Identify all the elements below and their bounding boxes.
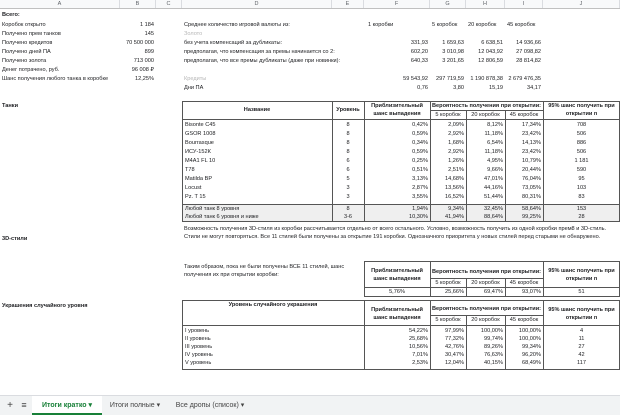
tank-name: T78 [185,167,195,173]
tank-n: 506 [576,149,587,155]
decor-p20: 76,63% [484,352,503,358]
currency-value: 2 679 476,35 [508,76,541,82]
tank-chance: 0,25% [412,158,428,164]
summary-value: 70 500 000 [126,40,154,46]
column-header-h[interactable]: H [466,0,505,8]
currency-value: 34,17 [527,85,541,91]
tank-name: M4A1 FL 10 [185,158,216,164]
decor-p20: 100,00% [480,328,503,334]
tank-n: 590 [576,167,587,173]
sheet-tab-summary-full[interactable] [104,396,166,415]
decor-name: I уровень [185,328,210,334]
tank-level: 8 [346,140,350,146]
tank-level: 5 [346,176,350,182]
currency-value: 3 201,65 [442,58,464,64]
tank-level: 6 [346,158,350,164]
table-rule [182,325,620,326]
summary-value: 96 008 ₽ [131,67,154,73]
summary-value: 1 184 [140,22,154,28]
styles3d-header-5: 5 коробок [435,280,461,286]
currency-value: 0,76 [417,85,428,91]
sheet-tab-label: Все дропы (список) [175,402,239,409]
tank-p5: 16,52% [445,194,464,200]
currency-value: 15,19 [489,85,503,91]
tank-p45: 17,34% [522,122,541,128]
tank-p5: 1,26% [448,158,464,164]
styles3d-chance: 5,76% [389,289,405,295]
currency-value: 1 659,63 [442,40,464,46]
tank-p45: 23,42% [522,149,541,155]
tanks-header-level: Уровень [336,107,360,113]
decor-p5: 42,76% [445,344,464,350]
tank-n: 886 [576,140,587,146]
decor-p5: 30,47% [445,352,464,358]
tank-chance: 3,13% [412,176,428,182]
column-header-a[interactable]: A [0,0,120,8]
decor-chance: 10,56% [409,344,428,350]
decor-p45: 68,49% [522,360,541,366]
tank-p45: 10,79% [522,158,541,164]
tank-p5: 2,92% [448,131,464,137]
currency-value: 3,80 [453,85,464,91]
tank-p45: 76,04% [522,176,541,182]
tank-p45: 80,31% [522,194,541,200]
summary-title: Всего: [2,12,20,18]
section-title-3d-styles: 3D-стили [2,236,28,242]
tank-level: 8 [346,149,350,155]
currency-row-label: Кредиты [184,76,207,82]
tank-p5: 13,56% [445,185,464,191]
tank-p20: 8,12% [487,122,503,128]
decor-n: 42 [578,352,585,358]
tanks-header-name: Название [243,107,271,113]
decor-p20: 40,15% [484,360,503,366]
tank-n: 708 [576,122,587,128]
styles3d-note: Таким образом, пока не были получены ВСЕ 11 стилей, шанс получения их при открытии коробки: [184,264,345,278]
column-header-f[interactable]: F [364,0,430,8]
styles3d-p45: 93,07% [522,289,541,295]
summary-label: Получено дней ПА [2,49,51,55]
decor-header-chance: Приблизительный шанс выпадения [371,307,423,321]
currency-header: 45 коробок [507,22,536,28]
tanks-header-prob: Вероятность получения при открытии: [432,103,541,109]
tanks-header-20: 20 коробок [471,112,500,118]
tanks-header-n95: 95% шанс получить при открытии n [548,103,615,117]
column-header-c[interactable]: C [156,0,182,8]
chevron-down-icon: ▾ [88,402,93,409]
column-header-i[interactable]: I [505,0,543,8]
gold-label: Золото [184,31,203,37]
summary-label: Шанс получения любого танка в коробке [2,76,109,82]
sheet-tab-label: Итоги полные [109,402,155,409]
tank-chance: 0,42% [412,122,428,128]
tank-chance: 3,55% [412,194,428,200]
currency-value: 331,93 [410,40,428,46]
tank-p20: 11,18% [484,131,503,137]
currency-value: 640,33 [410,58,428,64]
decor-p20: 89,26% [484,344,503,350]
tank-name: ИСУ-152К [185,149,211,155]
tank-p45: 73,05% [522,185,541,191]
tank-p20: 4,95% [487,158,503,164]
decor-p45: 100,00% [518,328,541,334]
tank-n: 103 [576,185,587,191]
tank-n: 83 [578,194,585,200]
tank-p5: 1,68% [448,140,464,146]
tank-p45: 23,42% [522,131,541,137]
currency-value: 1 190 878,38 [470,76,503,82]
tank-p20: 47,01% [484,176,503,182]
decor-header-prob: Вероятность получения при открытии: [432,306,541,312]
summary-label: Коробок открыто [2,22,46,28]
currency-header: 1 коробки [368,22,394,28]
decor-p5: 12,04% [445,360,464,366]
decor-n: 117 [577,360,586,366]
column-header-e[interactable]: E [332,0,364,8]
decor-name: III уровень [185,344,213,350]
decor-chance: 7,01% [412,352,428,358]
decor-chance: 25,68% [409,336,428,342]
currency-value: 297 719,59 [436,76,464,82]
tank-p5: 2,51% [448,167,464,173]
summary-value: 12,25% [135,76,154,82]
column-header-b[interactable]: B [120,0,156,8]
table-rule [182,119,620,120]
tank-chance: 0,34% [412,140,428,146]
decor-header-45: 45 коробок [509,317,539,323]
styles3d-header-chance: Приблизительный шанс выпадения [371,268,423,282]
decor-header-name: Уровень случайного украшения [228,302,318,308]
summary-value: 899 [144,49,154,55]
tank-p5: 9,34% [448,206,464,212]
tank-level: 8 [346,131,350,137]
currency-header: 5 коробок [432,22,458,28]
column-header-d[interactable]: D [182,0,332,8]
tank-name: GSOR 1008 [185,131,216,137]
tank-p5: 14,68% [445,176,464,182]
currency-value: 28 814,82 [516,58,541,64]
sheet-tab-summary-short[interactable] [32,396,102,415]
currency-value: 27 098,82 [516,49,541,55]
tank-p5: 2,92% [448,149,464,155]
tank-p45: 58,64% [522,206,541,212]
all-sheets-menu-icon[interactable]: ≡ [21,400,27,410]
decor-chance: 54,22% [409,328,428,334]
decor-header-20: 20 коробок [471,317,500,323]
decor-p5: 77,32% [445,336,464,342]
chevron-down-icon: ▾ [240,402,245,409]
decor-name: IV уровень [185,352,213,358]
tank-name: Locust [185,185,202,191]
tank-p45: 20,44% [522,167,541,173]
column-header-bar [0,0,620,9]
tank-n: 95 [578,176,585,182]
decor-header-n95: 95% шанс получить при открытии n [548,307,615,321]
decor-p5: 97,99% [445,328,464,334]
tank-p45: 14,13% [522,140,541,146]
tank-level: 3 [346,185,350,191]
decor-p45: 96,20% [522,352,541,358]
tank-n: 28 [578,214,585,220]
tank-level: 6 [346,167,350,173]
tank-name: Pz. T 15 [185,194,206,200]
currency-header: 20 коробок [468,22,497,28]
summary-value: 713 000 [133,58,154,64]
summary-label: Получено кредитов [2,40,53,46]
tank-p20: 51,44% [484,194,503,200]
column-header-g[interactable]: G [430,0,466,8]
tank-chance: 1,94% [412,206,428,212]
summary-label: Денег потрачено, руб. [2,67,60,73]
currency-row-label: предполагая, что компенсация за премы начинается со 2: [184,49,335,55]
tanks-header-5: 5 коробок [435,112,461,118]
sheet-tab-label: Итоги кратко [41,402,87,409]
currency-title: Среднее количество игровой валюты из: [184,22,290,28]
styles3d-p20: 69,47% [484,289,503,295]
tank-p20: 6,54% [487,140,503,146]
section-title-decorations: Украшения случайного уровня [2,303,88,309]
tanks-header-chance: Приблизительный шанс выпадения [371,103,423,117]
currency-row-label: без учета компенсаций за дубликаты: [184,40,283,46]
spreadsheet-grid[interactable] [0,9,620,396]
tank-chance: 0,59% [412,131,428,137]
tank-name: Любой танк 8 уровня [185,206,240,212]
styles3d-n: 51 [578,289,585,295]
tank-name: Bourrasque [185,140,214,146]
tank-chance: 2,87% [412,185,428,191]
decor-p20: 99,74% [484,336,503,342]
section-title-tanks: Танки [2,103,19,109]
tank-p45: 99,25% [522,214,541,220]
decor-p45: 100,00% [518,336,541,342]
currency-row-label: Дни ПА [184,85,204,91]
currency-value: 59 543,92 [403,76,428,82]
column-header-j[interactable]: J [543,0,620,8]
tank-p20: 32,45% [484,206,503,212]
currency-value: 602,20 [410,49,428,55]
tanks-header-45: 45 коробок [509,112,539,118]
tank-level: 8 [346,122,350,128]
decor-p45: 99,34% [522,344,541,350]
styles3d-header-n95: 95% шанс получить при открытии n [548,268,615,282]
decor-header-5: 5 коробок [435,317,461,323]
decor-name: V уровень [185,360,212,366]
tank-name: Matilda BP [185,176,213,182]
currency-value: 12 043,92 [478,49,503,55]
decor-name: II уровень [185,336,211,342]
currency-value: 6 638,51 [481,40,503,46]
currency-value: 12 806,59 [478,58,503,64]
add-sheet-icon[interactable]: + [7,400,13,411]
summary-label: Получено прем танков [2,31,61,37]
styles3d-header-45: 45 коробок [509,280,539,286]
tank-p5: 41,94% [445,214,464,220]
styles3d-header-prob: Вероятность получения при открытии: [432,269,541,275]
summary-label: Получено золота [2,58,47,64]
decor-n: 27 [578,344,585,350]
tank-n: 1 181 [574,158,589,164]
tank-p5: 2,09% [448,122,464,128]
tank-chance: 0,59% [412,149,428,155]
sheet-tabs-bar [0,395,620,415]
summary-value: 145 [144,31,154,37]
decor-n: 11 [578,336,585,342]
tank-name: Любой танк 6 уровня и ниже [185,214,259,220]
styles3d-description: Возможность получения 3D-стиля из коробки рассчитывается отдельно от всего остального. Условно, возможность получить из одной коробки прем8 и 3D-стиль. Стили не могут повторяться. Все 11 стилей были получены за открытие 191 коробки. Однозначного приоритета у новых стилей перед старыми не обнаружено. [184,226,607,240]
tank-level: 3 [346,194,350,200]
decor-chance: 2,53% [412,360,428,366]
tank-p20: 9,66% [487,167,503,173]
tank-level: 8 [346,206,350,212]
styles3d-p5: 25,66% [445,289,464,295]
tank-level: 3-6 [343,214,353,220]
tank-p20: 11,18% [484,149,503,155]
styles3d-header-20: 20 коробок [471,280,500,286]
tank-chance: 0,51% [412,167,428,173]
currency-row-label: предполагая, что все премы дубликаты (даже при новинки): [184,58,341,64]
sheet-tab-all-drops[interactable] [170,396,250,415]
tank-p20: 44,16% [484,185,503,191]
tank-n: 153 [576,206,587,212]
decor-n: 4 [579,328,584,334]
currency-value: 14 936,66 [516,40,541,46]
tank-name: Bisonte C45 [185,122,216,128]
tank-p20: 88,64% [484,214,503,220]
chevron-down-icon: ▾ [156,402,161,409]
currency-value: 3 010,98 [442,49,464,55]
tank-n: 506 [576,131,587,137]
tank-chance: 10,30% [409,214,428,220]
